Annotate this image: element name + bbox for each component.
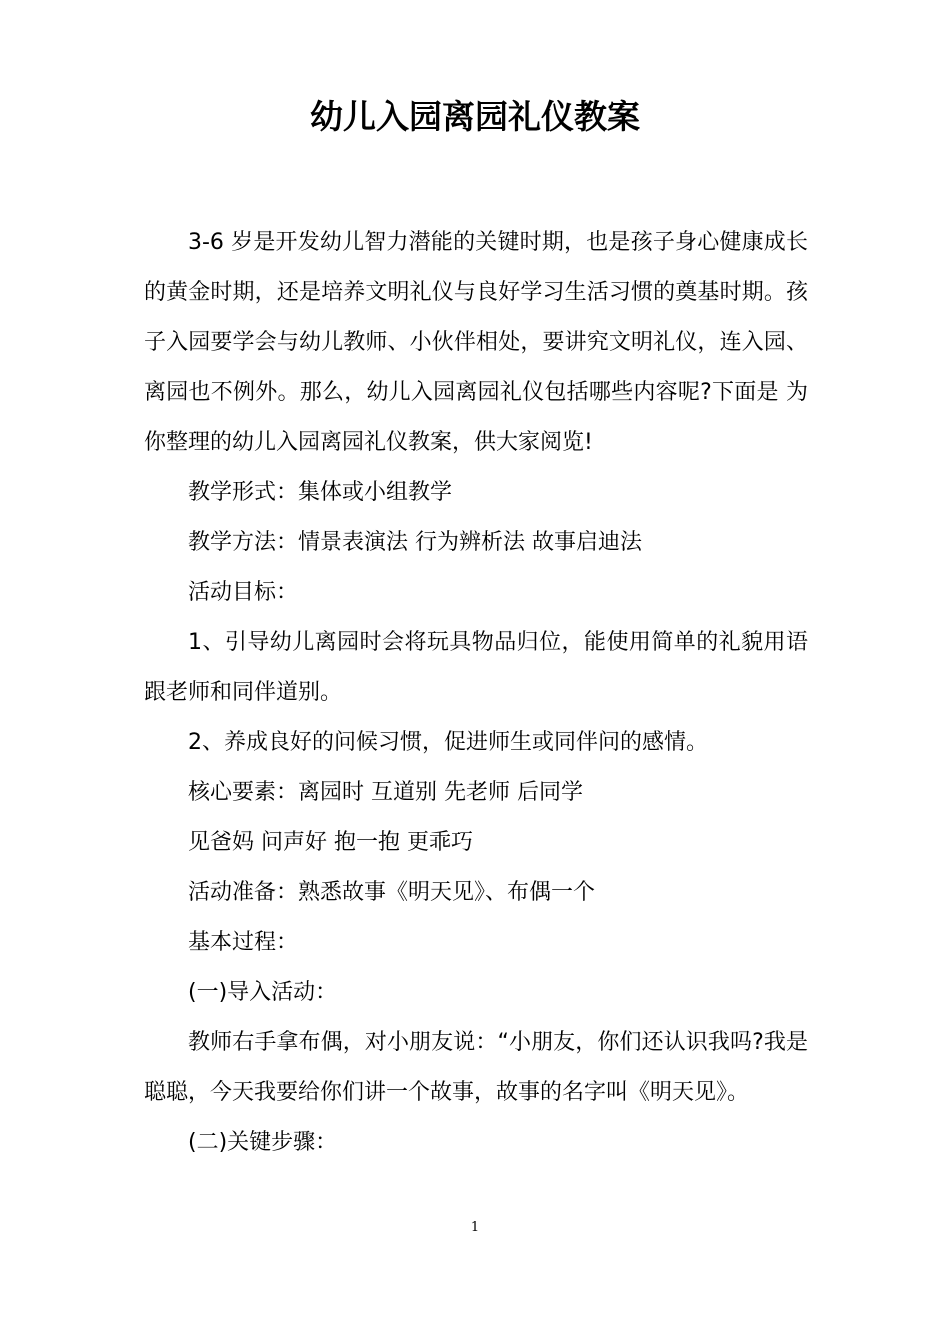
core-elements-line-2: 见爸妈 问声好 抱一抱 更乖巧: [188, 830, 473, 855]
activity-goals-heading: 活动目标：: [188, 580, 299, 605]
document-title: 幼儿入园离园礼仪教案: [310, 97, 640, 136]
basic-process-heading: 基本过程：: [188, 930, 299, 955]
section-intro-activity: (一)导入活动：: [188, 980, 338, 1005]
core-elements-line-1: 核心要素：离园时 互道别 先老师 后同学: [188, 780, 583, 805]
page-number: 1: [470, 1220, 480, 1235]
document-body: [144, 218, 808, 1168]
goal-1: 1、引导幼儿离园时会将玩具物品归位，能使用简单的礼貌用语跟老师和同伴道别。: [144, 630, 808, 705]
teaching-method: 教学方法：情景表演法 行为辨析法 故事启迪法: [188, 530, 642, 555]
section-key-steps: (二)关键步骤：: [188, 1130, 338, 1155]
activity-preparation: 活动准备：熟悉故事《明天见》、布偶一个: [188, 880, 596, 905]
intro-paragraph: 3-6 岁是开发幼儿智力潜能的关键时期，也是孩子身心健康成长的黄金时期，还是培养文明礼仪与良好学习生活习惯的奠基时期。孩子入园要学会与幼儿教师、小伙伴相处，要讲究文明礼仪，连入园、离园也不例外。那么，幼儿入园离园礼仪包括哪些内容呢?下面是 为你整理的幼儿入园离园礼仪教案，供大家阅览!: [144, 230, 808, 455]
goal-2: 2、养成良好的问候习惯，促进师生或同伴问的感情。: [188, 730, 708, 755]
teaching-form: 教学形式：集体或小组教学: [188, 480, 453, 505]
teacher-dialogue: 教师右手拿布偶，对小朋友说：“小朋友，你们还认识我吗?我是聪聪，今天我要给你们讲一个故事，故事的名字叫《明天见》。: [144, 1030, 808, 1105]
